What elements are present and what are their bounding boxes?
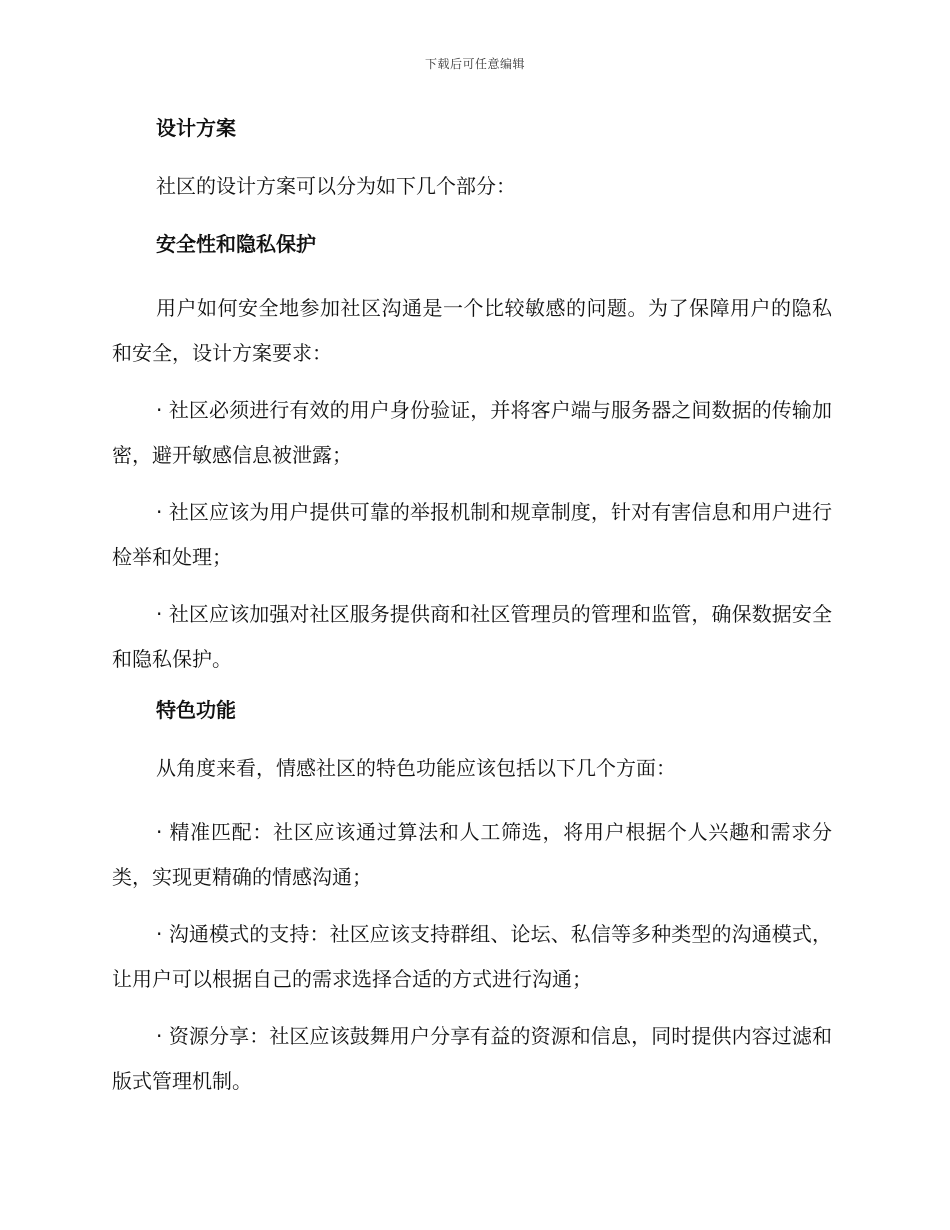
header-note: 下载后可任意编辑: [424, 57, 525, 71]
section-heading-security: 安全性和隐私保护: [156, 232, 316, 256]
document-body: [112, 112, 832, 1116]
paragraph-features: 从角度来看，情感社区的特色功能应该包括以下几个方面：: [156, 756, 676, 780]
list-item-report: · 社区应该为用户提供可靠的举报机制和规章制度，针对有害信息和用户进行检举和处理；: [112, 500, 832, 569]
list-item-sharing: · 资源分享：社区应该鼓舞用户分享有益的资源和信息，同时提供内容过滤和版式管理机制。: [112, 1024, 832, 1093]
section-heading-features: 特色功能: [156, 698, 236, 722]
section-heading-design: 设计方案: [156, 116, 236, 140]
list-item-auth: · 社区必须进行有效的用户身份验证，并将客户端与服务器之间数据的传输加密，避开敏感信息被泄露；: [112, 398, 832, 467]
list-item-matching: · 精准匹配：社区应该通过算法和人工筛选，将用户根据个人兴趣和需求分类，实现更精确的情感沟通；: [112, 820, 832, 889]
list-item-oversight: · 社区应该加强对社区服务提供商和社区管理员的管理和监管，确保数据安全和隐私保护。: [112, 602, 832, 671]
paragraph-intro: 社区的设计方案可以分为如下几个部分：: [156, 174, 516, 198]
paragraph-security: 用户如何安全地参加社区沟通是一个比较敏感的问题。为了保障用户的隐私和安全，设计方案要求：: [112, 296, 832, 365]
list-item-communication: · 沟通模式的支持：社区应该支持群组、论坛、私信等多种类型的沟通模式，让用户可以根据自己的需求选择合适的方式进行沟通；: [112, 922, 832, 991]
